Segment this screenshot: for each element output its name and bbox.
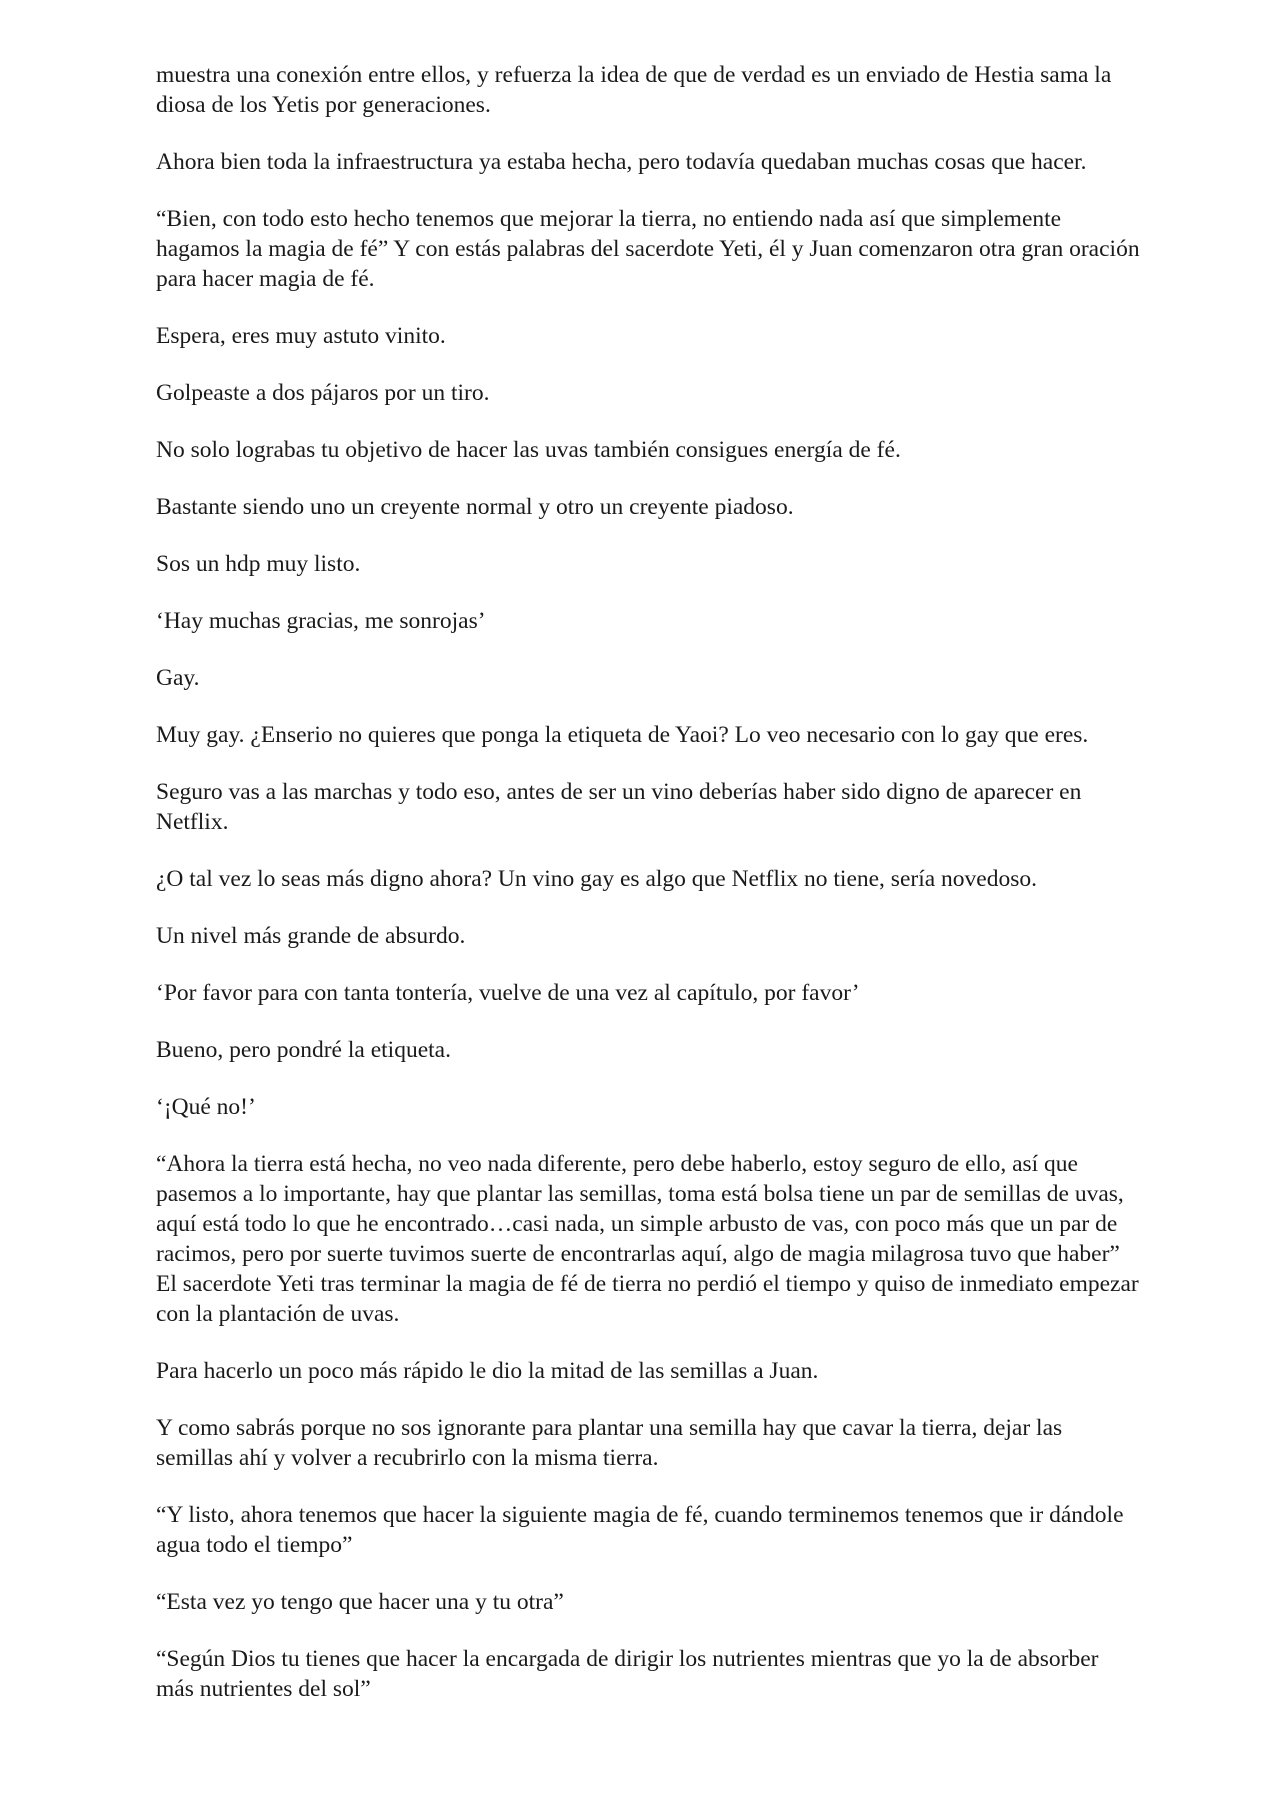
paragraph-8: Sos un hdp muy listo. xyxy=(156,551,361,577)
paragraph-15: ‘Por favor para con tanta tontería, vuelve de una vez al capítulo, por favor’ xyxy=(156,980,860,1006)
document-body xyxy=(156,60,1141,1731)
paragraph-23: “Según Dios tu tienes que hacer la encargada de dirigir los nutrientes mientras que yo la de absorber más nutrientes del sol” xyxy=(156,1646,1099,1702)
paragraph-5: Golpeaste a dos pájaros por un tiro. xyxy=(156,380,490,406)
paragraph-21: “Y listo, ahora tenemos que hacer la siguiente magia de fé, cuando terminemos tenemos que ir dándole agua todo el tiempo” xyxy=(156,1502,1124,1558)
paragraph-13: ¿O tal vez lo seas más digno ahora? Un vino gay es algo que Netflix no tiene, sería novedoso. xyxy=(156,866,1037,892)
paragraph-12: Seguro vas a las marchas y todo eso, antes de ser un vino deberías haber sido digno de aparecer en Netflix. xyxy=(156,779,1082,835)
paragraph-17: ‘¡Qué no!’ xyxy=(156,1094,256,1120)
paragraph-19: Para hacerlo un poco más rápido le dio la mitad de las semillas a Juan. xyxy=(156,1358,819,1384)
paragraph-18: “Ahora la tierra está hecha, no veo nada diferente, pero debe haberlo, estoy seguro de ello, así que pasemos a lo importante, hay que plantar las semillas, toma está bolsa tiene un par de semillas de uvas, aquí está todo lo que he encontrado…casi nada, un simple arbusto de vas, con poco más que un par de racimos, pero por suerte tuvimos suerte de encontrarlas aquí, algo de magia milagrosa tuvo que haber” El sacerdote Yeti tras terminar la magia de fé de tierra no perdió el tiempo y quiso de inmediato empezar con la plantación de uvas. xyxy=(156,1151,1139,1327)
paragraph-1: muestra una conexión entre ellos, y refuerza la idea de que de verdad es un enviado de Hestia sama la diosa de los Yetis por generaciones. xyxy=(156,62,1112,118)
paragraph-6: No solo lograbas tu objetivo de hacer las uvas también consigues energía de fé. xyxy=(156,437,901,463)
paragraph-14: Un nivel más grande de absurdo. xyxy=(156,923,466,949)
paragraph-7: Bastante siendo uno un creyente normal y otro un creyente piadoso. xyxy=(156,494,794,520)
paragraph-16: Bueno, pero pondré la etiqueta. xyxy=(156,1037,451,1063)
paragraph-3: “Bien, con todo esto hecho tenemos que mejorar la tierra, no entiendo nada así que simplemente hagamos la magia de fé” Y con estás palabras del sacerdote Yeti, él y Juan comenzaron otra gran oración para hacer magia de fé. xyxy=(156,206,1140,292)
paragraph-11: Muy gay. ¿Enserio no quieres que ponga la etiqueta de Yaoi? Lo veo necesario con lo gay que eres. xyxy=(156,722,1089,748)
paragraph-2: Ahora bien toda la infraestructura ya estaba hecha, pero todavía quedaban muchas cosas que hacer. xyxy=(156,149,1087,175)
paragraph-22: “Esta vez yo tengo que hacer una y tu otra” xyxy=(156,1589,564,1615)
paragraph-9: ‘Hay muchas gracias, me sonrojas’ xyxy=(156,608,486,634)
paragraph-20: Y como sabrás porque no sos ignorante para plantar una semilla hay que cavar la tierra, dejar las semillas ahí y volver a recubrirlo con la misma tierra. xyxy=(156,1415,1063,1471)
paragraph-10: Gay. xyxy=(156,665,200,691)
paragraph-4: Espera, eres muy astuto vinito. xyxy=(156,323,446,349)
